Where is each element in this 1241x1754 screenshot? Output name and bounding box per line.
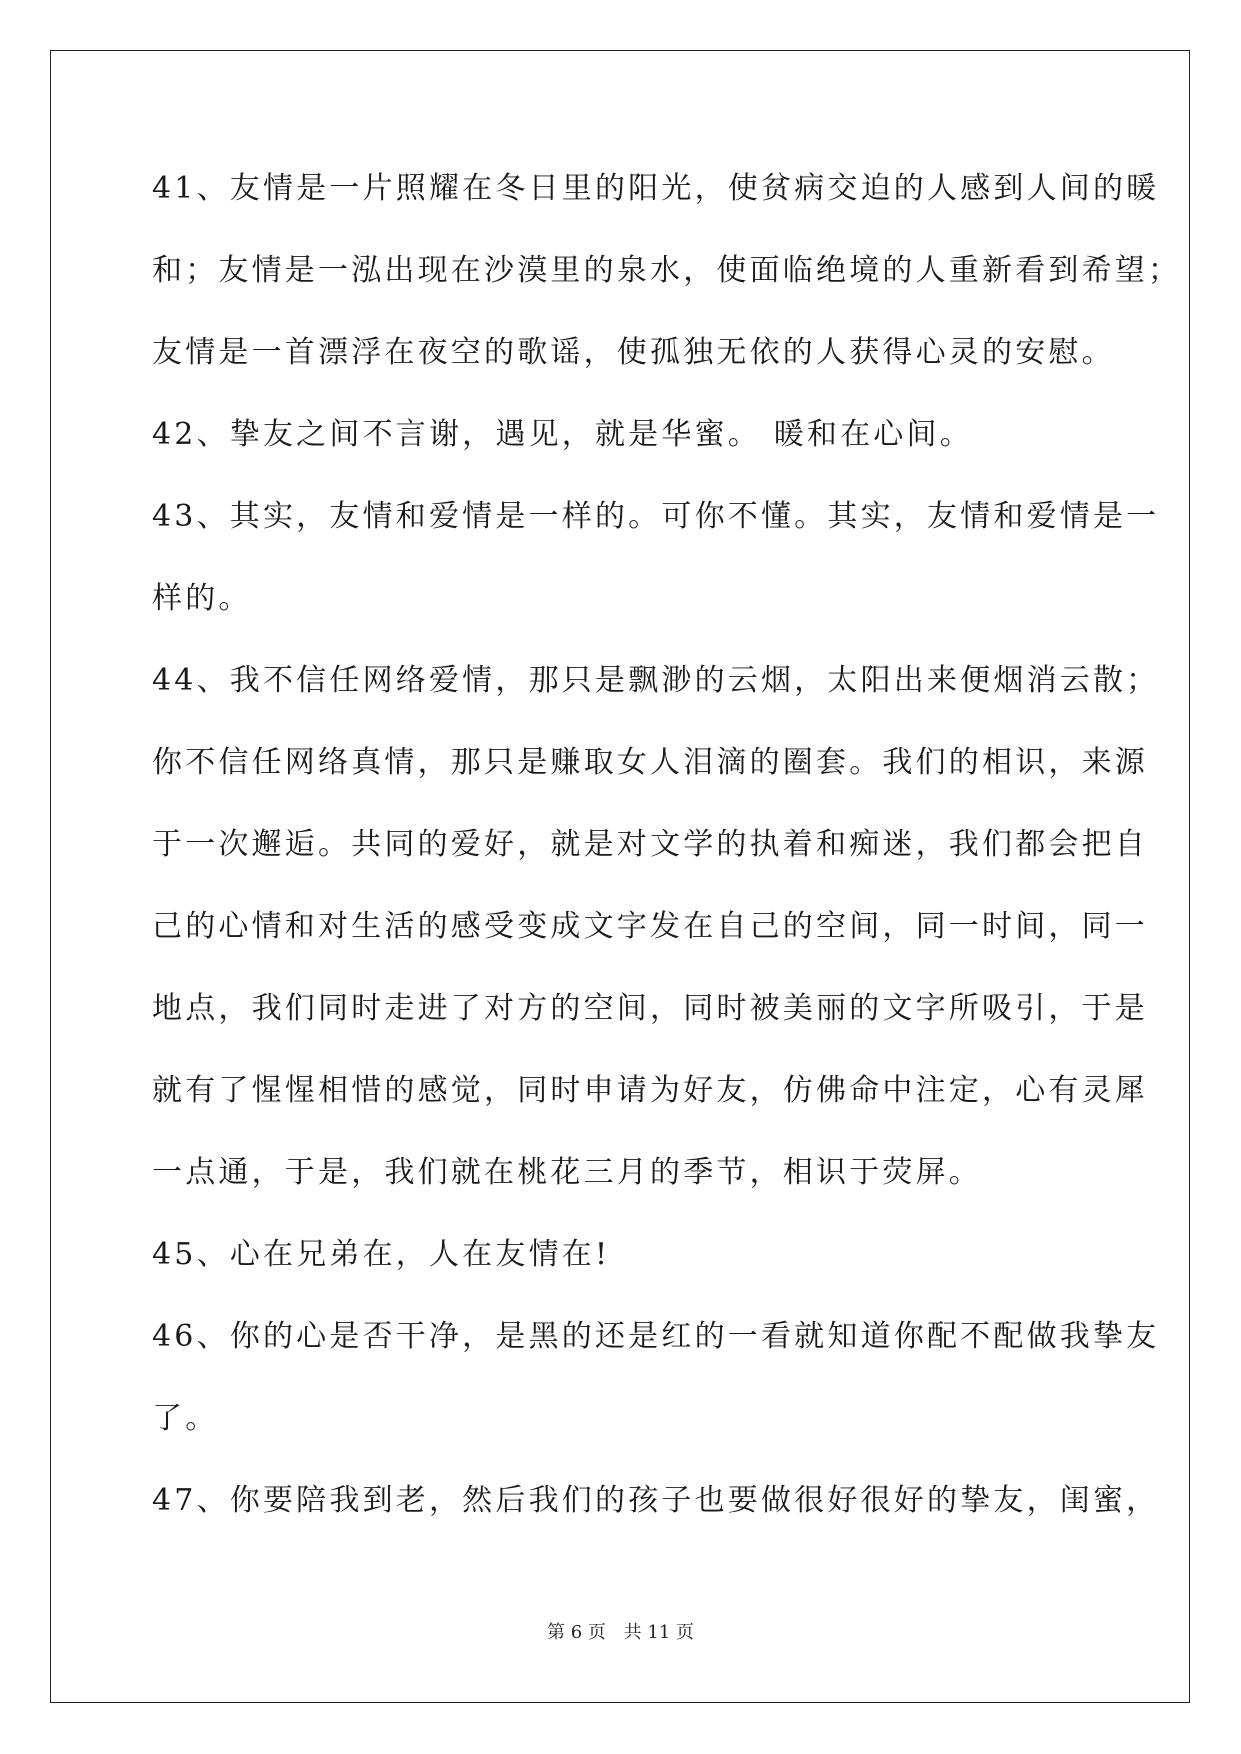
text-line: 就有了惺惺相惜的感觉，同时申请为好友，仿佛命中注定，心有灵犀 [152,1073,1148,1108]
text-line: 地点，我们同时走进了对方的空间，同时被美丽的文字所吸引，于是 [152,991,1148,1026]
text-line: 41、友情是一片照耀在冬日里的阳光，使贫病交迫的人感到人间的暖 [152,171,1160,206]
text-line: 己的心情和对生活的感受变成文字发在自己的空间，同一时间，同一 [152,909,1148,944]
page-total: 共 11 页 [623,1622,694,1643]
text-line: 样的。 [152,581,252,616]
text-line: 一点通，于是，我们就在桃花三月的季节，相识于荧屏。 [152,1155,982,1190]
text-line: 友情是一首漂浮在夜空的歌谣，使孤独无依的人获得心灵的安慰。 [152,335,1115,370]
text-line: 44、我不信任网络爱情，那只是飘渺的云烟，太阳出来便烟消云散； [152,663,1160,698]
text-line: 于一次邂逅。共同的爱好，就是对文学的执着和痴迷，我们都会把自 [152,827,1148,862]
text-line: 45、心在兄弟在，人在友情在! [152,1237,611,1272]
text-line: 你不信任网络真情，那只是赚取女人泪滴的圈套。我们的相识，来源 [152,745,1148,780]
page-footer [0,1618,1241,1644]
text-line: 46、你的心是否干净，是黑的还是红的一看就知道你配不配做我挚友 [152,1319,1160,1354]
page-number: 第 6 页 [547,1622,606,1643]
text-line: 43、其实，友情和爱情是一样的。可你不懂。其实，友情和爱情是一 [152,499,1160,534]
document-body [152,148,1182,1542]
text-line: 和；友情是一泓出现在沙漠里的泉水，使面临绝境的人重新看到希望； [152,253,1182,288]
text-line: 42、挚友之间不言谢，遇见，就是华蜜。 暖和在心间。 [152,417,973,452]
text-line: 47、你要陪我到老，然后我们的孩子也要做很好很好的挚友，闺蜜， [152,1483,1160,1518]
text-line: 了。 [152,1401,219,1436]
